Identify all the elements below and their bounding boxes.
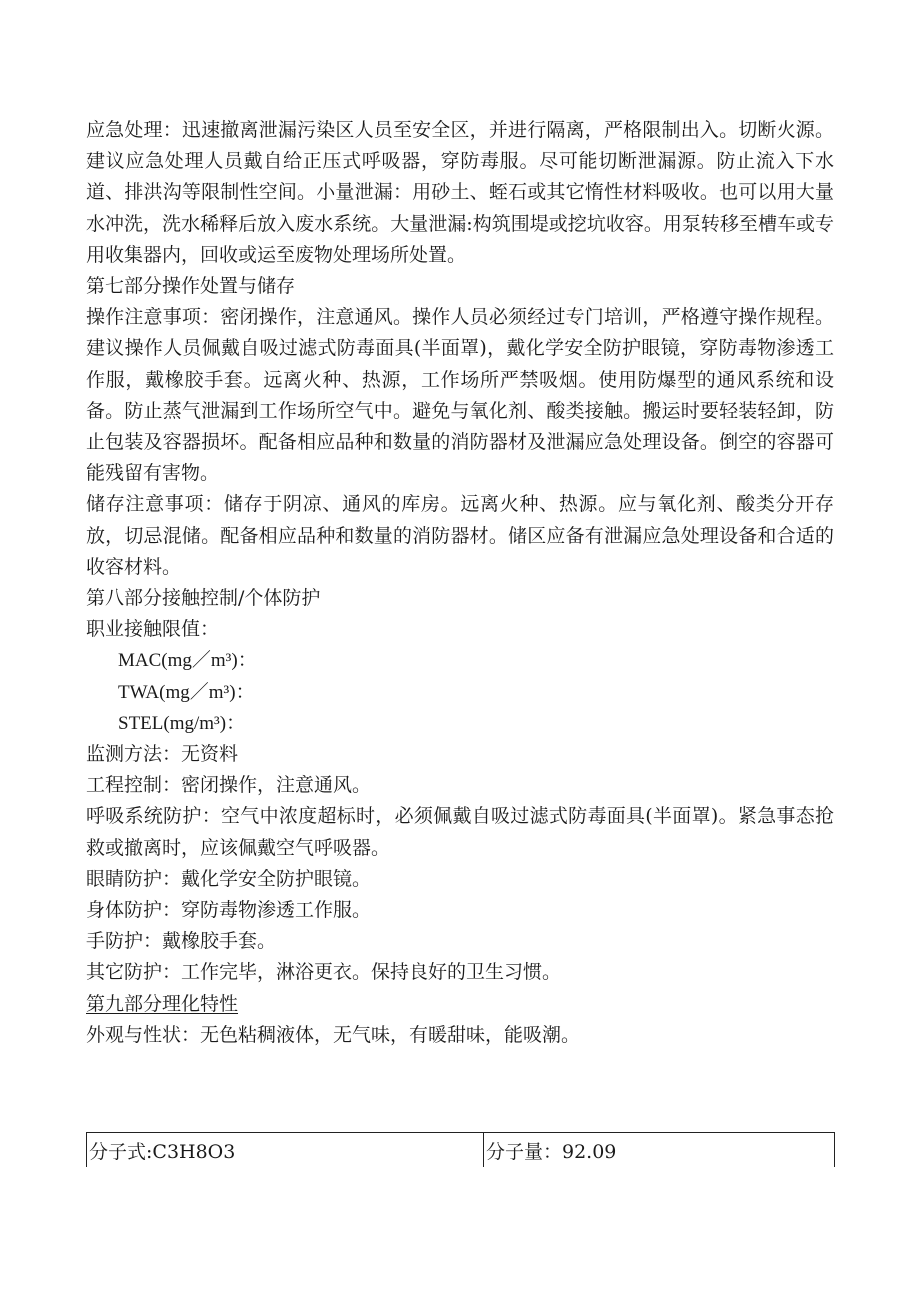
handling-precautions-paragraph: 操作注意事项：密闭操作，注意通风。操作人员必须经过专门培训，严格遵守操作规程。建议操作人员佩戴自吸过滤式防毒面具(半面罩)，戴化学安全防护眼镜，穿防毒物渗透工作服，戴橡胶手套。远离火种、热源，工作场所严禁吸烟。使用防爆型的通风系统和设备。防止蒸气泄漏到工作场所空气中。避免与氧化剂、酸类接触。搬运时要轻装轻卸，防止包装及容器损坏。配备相应品种和数量的消防器材及泄漏应急处理设备。倒空的容器可能残留有害物。: [86, 306, 834, 485]
molecular-weight-cell: 分子量：92.09: [484, 1133, 835, 1168]
monitoring-method: 监测方法：无资料: [86, 743, 239, 766]
properties-table: [86, 1132, 835, 1167]
document-body: [86, 115, 834, 1051]
section-8-heading: 第八部分接触控制/个体防护: [86, 587, 321, 610]
table-row: [87, 1133, 835, 1168]
exposure-limits-label: 职业接触限值：: [86, 618, 220, 641]
section-9-heading: 第九部分理化特性: [86, 992, 239, 1015]
molecular-formula-cell: 分子式:C3H8O3: [87, 1133, 484, 1168]
engineering-control: 工程控制：密闭操作，注意通风。: [86, 774, 372, 797]
eye-protection: 眼睛防护：戴化学安全防护眼镜。: [86, 867, 372, 890]
hand-protection: 手防护：戴橡胶手套。: [86, 930, 277, 953]
mac-limit: MAC(mg／m³)：: [118, 650, 257, 672]
body-protection: 身体防护：穿防毒物渗透工作服。: [86, 899, 372, 922]
storage-precautions-paragraph: 储存注意事项：储存于阴凉、通风的库房。远离火种、热源。应与氧化剂、酸类分开存放，切忌混储。配备相应品种和数量的消防器材。储区应备有泄漏应急处理设备和合适的收容材料。: [86, 493, 834, 578]
respiratory-protection: 呼吸系统防护：空气中浓度超标时，必须佩戴自吸过滤式防毒面具(半面罩)。紧急事态抢救或撤离时，应该佩戴空气呼吸器。: [86, 805, 834, 859]
section-7-heading: 第七部分操作处置与储存: [86, 275, 296, 298]
emergency-handling-paragraph: 应急处理：迅速撤离泄漏污染区人员至安全区，并进行隔离，严格限制出入。切断火源。建议应急处理人员戴自给正压式呼吸器，穿防毒服。尽可能切断泄漏源。防止流入下水道、排洪沟等限制性空间。小量泄漏：用砂土、蛭石或其它惰性材料吸收。也可以用大量水冲洗，洗水稀释后放入废水系统。大量泄漏:构筑围堤或挖坑收容。用泵转移至槽车或专用收集器内，回收或运至废物处理场所处置。: [86, 119, 834, 266]
appearance-properties: 外观与性状：无色粘稠液体，无气味，有暖甜味，能吸潮。: [86, 1023, 581, 1046]
stel-limit: STEL(mg/m³)：: [118, 712, 246, 734]
twa-limit: TWA(mg／m³)：: [118, 681, 255, 703]
other-protection: 其它防护：工作完毕，淋浴更衣。保持良好的卫生习惯。: [86, 961, 562, 984]
